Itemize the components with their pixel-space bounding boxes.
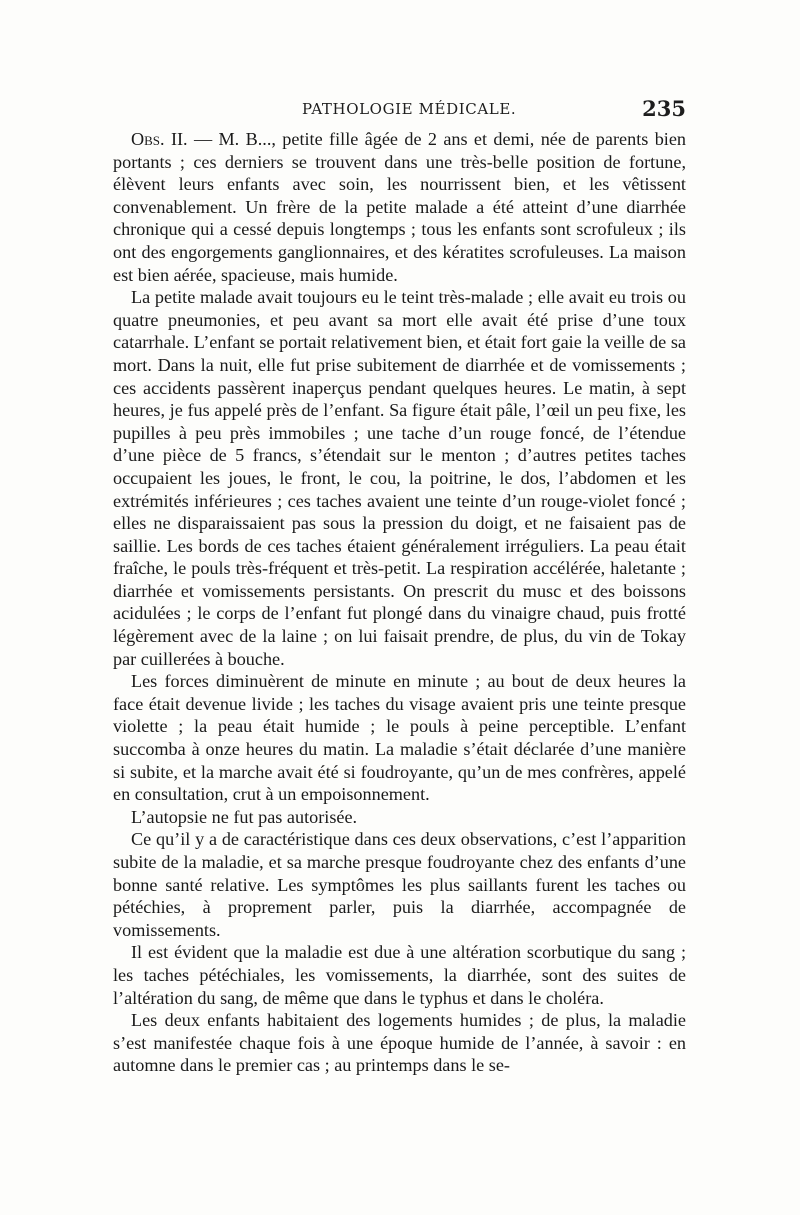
paragraph-autopsy: L’autopsie ne fut pas autorisée. <box>131 806 358 827</box>
paragraph-case-outcome: Les forces diminuèrent de minute en minute ; au bout de deux heures la face était devenue livide ; les taches du visage avaient pris une teinte presque violette ; la peau était humide ; le pouls à peine perceptible. L’enfant succomba à onze heures du matin. La maladie s’était déclarée d’une manière si subite, et la marche avait été si foudroyante, qu’un de mes confrères, appelé en consultation, crut à un empoisonnement. <box>113 671 686 805</box>
paragraph-cause: Il est évident que la maladie est due à une altération scorbutique du sang ; les taches pétéchiales, les vomissements, la diarrhée, sont des suites de l’altération du sang, de même que dans le typhus et dans le choléra. <box>113 942 686 1008</box>
observation-text: petite fille âgée de 2 ans et demi, née de parents bien portants ; ces derniers se trouvent dans une très-belle position de fortune, élèvent leurs enfants avec soin, les nourrissent bien, et les vêtissent convenablement. Un frère de la petite malade a été atteint d’une diarrhée chronique qui a cessé depuis longtemps ; tous les enfants sont scrofuleux ; ils ont des engorgements ganglionnaires, et des kératites scrofuleuses. La maison est bien aérée, spacieuse, mais humide. <box>113 129 687 285</box>
paragraph-case-description: La petite malade avait toujours eu le teint très-malade ; elle avait eu trois ou quatre pneumonies, et peu avant sa mort elle avait été prise d’une toux catarrhale. L’enfant se portait relativement bien, et était fort gaie la veille de sa mort. Dans la nuit, elle fut prise subitement de diarrhée et de vomissements ; ces accidents passèrent inaperçus pendant quelques heures. Le matin, à sept heures, je fus appelé près de l’enfant. Sa figure était pâle, l’œil un peu fixe, les pupilles à peu près immobiles ; une tache d’un rouge foncé, de l’étendue d’une pièce de 5 francs, s’étendait sur le menton ; d’autres petites taches occupaient les joues, le front, le cou, la poitrine, le dos, l’abdomen et les extrémités inférieures ; ces taches avaient une teinte d’un rouge-violet foncé ; elles ne disparaissaient pas sous la pression du doigt, et ne faisaient pas de saillie. Les bords de ces taches étaient généralement irréguliers. La peau était fraîche, le pouls très-fréquent et très-petit. La respiration accélérée, haletante ; diarrhée et vomissements persistants. On prescrit du musc et des boissons acidulées ; le corps de l’enfant fut plongé dans du vinaigre chaud, puis frotté légèrement avec de la laine ; on lui faisait prendre, de plus, du vin de Tokay par cuillerées à bouche. <box>113 287 686 669</box>
page-number: 235 <box>642 96 686 121</box>
paragraph-characteristics: Ce qu’il y a de caractéristique dans ces deux observations, c’est l’apparition subite de la maladie, et sa marche presque foudroyante chez des enfants d’une bonne santé relative. Les symptômes les plus saillants furent les taches ou pétéchies, à proprement parler, puis la diarrhée, accompagnée de vomissements. <box>113 829 686 940</box>
observation-subject: — M. B..., <box>187 129 283 149</box>
observation-paragraph <box>113 128 686 286</box>
paragraph-environment: Les deux enfants habitaient des logements humides ; de plus, la maladie s’est manifestée chaque fois à une époque humide de l’année, à savoir : en automne dans le premier cas ; au printemps dans le se- <box>113 1010 686 1076</box>
running-title: PATHOLOGIE MÉDICALE. <box>302 100 517 118</box>
page-header <box>112 96 686 122</box>
observation-label: Obs. II. <box>131 129 188 149</box>
body-text <box>113 128 686 1077</box>
